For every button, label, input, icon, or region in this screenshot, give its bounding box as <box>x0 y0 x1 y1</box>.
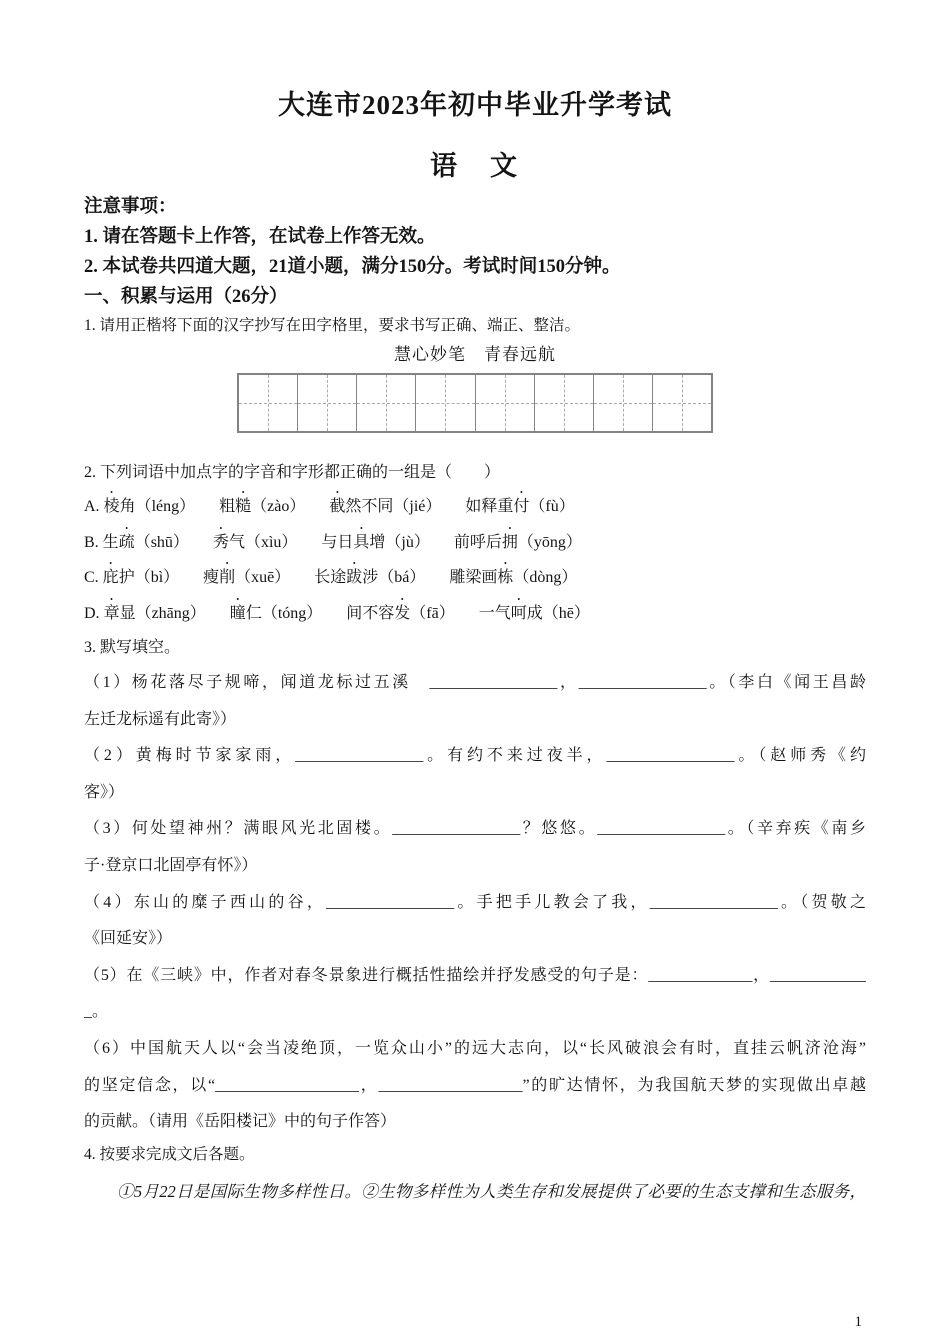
tianzige-cell <box>416 375 475 431</box>
q1-copy-text: 慧心妙笔 青春远航 <box>394 345 556 364</box>
emphasis-dotted-char: 栋 <box>497 569 514 586</box>
section1-heading: 一、积累与运用（26分） <box>84 287 288 307</box>
emphasis-dotted-char: 秀 <box>212 533 229 551</box>
exam-subject: 语 文 <box>430 151 520 181</box>
emphasis-dotted-char: 疏 <box>118 533 135 551</box>
emphasis-dotted-char: 棱 <box>103 498 120 515</box>
q1-stem: 1. 请用正楷将下面的汉字抄写在田字格里，要求书写正确、端正、整洁。 <box>84 317 581 334</box>
exam-title: 大连市2023年初中毕业升学考试 <box>278 90 672 120</box>
q3-line-9: （5）在《三峡》中，作者对春冬景象进行概括性描绘并抒发感受的句子是：_____________，____________ <box>84 966 866 984</box>
q3-line-2: 左迁龙标遥有此寄》） <box>84 710 237 728</box>
tianzige-grid <box>237 373 713 433</box>
q3-line-3: （2）黄梅时节家家雨，________________。有约不来过夜半，________________。（赵师秀《约 <box>84 747 866 765</box>
emphasis-dotted-char: 章 <box>103 604 120 622</box>
tianzige-cell <box>298 375 357 431</box>
emphasis-dotted-char: 付 <box>513 498 530 515</box>
q2-option-c: C. 庇护（bì） 瘦削（xuē） 长途跋涉（bá） 雕梁画栋（dòng） <box>84 569 578 586</box>
tianzige-cell <box>653 375 711 431</box>
q3-line-7: （4）东山的糜子西山的谷，________________。手把手儿教会了我，________________。（贺敬之 <box>84 893 866 911</box>
q3-line-6: 子·登京口北固亭有怀》） <box>84 856 258 874</box>
q3-line-11: （6）中国航天人以“会当凌绝顶，一览众山小”的远大志向，以“长风破浪会有时，直挂云帆济沧海” <box>84 1039 866 1057</box>
q2-stem: 2. 下列词语中加点字的字音和字形都正确的一组是（ ） <box>84 464 501 481</box>
q3-line-10: _。 <box>84 1003 109 1021</box>
tianzige-cell <box>594 375 653 431</box>
q4-passage-line: ①5月22日是国际生物多样性日。②生物多样性为人类生存和发展提供了必要的生态支撑和生态服务， <box>117 1181 866 1201</box>
emphasis-dotted-char: 庇 <box>102 569 119 586</box>
emphasis-dotted-char: 发 <box>394 604 411 622</box>
tianzige-cell <box>535 375 594 431</box>
q2-option-d: D. 章显（zhāng） 瞳仁（tóng） 间不容发（fā） 一气呵成（hē） <box>84 604 590 622</box>
emphasis-dotted-char: 跋 <box>346 569 363 586</box>
emphasis-dotted-char: 截 <box>329 498 346 515</box>
page-number: 1 <box>854 1314 862 1330</box>
emphasis-dotted-char: 拥 <box>501 533 518 551</box>
notice-heading: 注意事项： <box>84 197 177 217</box>
q3-line-8: 《回延安》） <box>84 930 173 948</box>
tianzige-cell <box>476 375 535 431</box>
q4-stem: 4. 按要求完成文后各题。 <box>84 1145 255 1163</box>
tianzige-cell <box>239 375 298 431</box>
q3-line-1: （1）杨花落尽子规啼，闻道龙标过五溪 ________________，________________。（李白《闻王昌龄 <box>84 674 866 691</box>
q2-option-a: A. 棱角（léng） 粗糙（zào） 截然不同（jié） 如释重付（fù） <box>84 498 575 515</box>
q3-line-5: （3）何处望神州？满眼风光北固楼。________________？悠悠。________________。（辛弃疾《南乡 <box>84 820 866 838</box>
emphasis-dotted-char: 瞳 <box>229 604 246 622</box>
emphasis-dotted-char: 具 <box>353 533 370 551</box>
notice-item-1: 1. 请在答题卡上作答，在试卷上作答无效。 <box>84 227 436 247</box>
emphasis-dotted-char: 糙 <box>235 498 252 515</box>
emphasis-dotted-char: 呵 <box>510 604 527 622</box>
q3-line-4: 客》） <box>84 783 125 801</box>
q3-stem: 3. 默写填空。 <box>84 639 181 656</box>
notice-item-2: 2. 本试卷共四道大题，21道小题，满分150分。考试时间150分钟。 <box>84 257 621 277</box>
q3-line-13: 的贡献。（请用《岳阳楼记》中的句子作答） <box>84 1113 397 1131</box>
q2-option-b: B. 生疏（shū） 秀气（xìu） 与日具增（jù） 前呼后拥（yōng） <box>84 533 582 551</box>
emphasis-dotted-char: 削 <box>219 569 236 586</box>
tianzige-cell <box>357 375 416 431</box>
q3-line-12: 的坚定信念，以“__________________，__________________”的旷达情怀，为我国航天梦的实现做出卓越 <box>84 1076 866 1094</box>
